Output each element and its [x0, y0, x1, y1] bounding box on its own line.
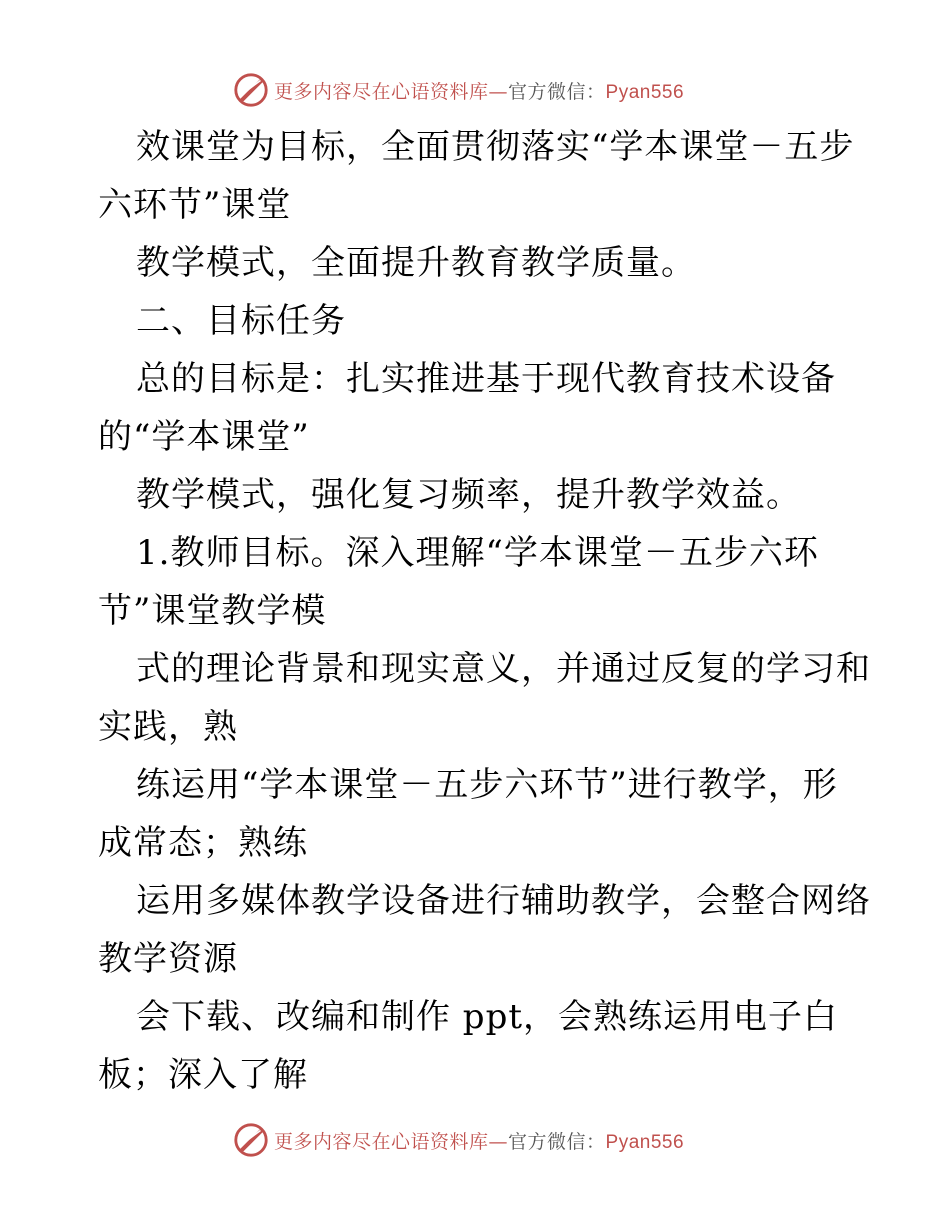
banner-site-name: 更多内容尽在心语资料库 [274, 80, 489, 103]
document-body [98, 118, 878, 1104]
text-line: 六环节”课堂 [98, 185, 292, 225]
text-line: 的“学本课堂” [98, 417, 310, 457]
banner-text [274, 77, 684, 104]
banner-wechat-label: 官方微信： [508, 80, 606, 103]
text-line: 实践，熟 [98, 707, 238, 747]
text-line: 板；深入了解 [98, 1055, 308, 1095]
footer-banner [232, 1120, 712, 1160]
text-line: 式的理论背景和现实意义，并通过反复的学习和 [136, 649, 871, 689]
quill-logo-icon [232, 1121, 270, 1159]
text-line: 教学资源 [98, 939, 238, 979]
banner-site-name: 更多内容尽在心语资料库 [274, 1130, 489, 1153]
text-line: 教学模式，强化复习频率，提升教学效益。 [136, 475, 801, 515]
text-line: 节”课堂教学模 [98, 591, 327, 631]
banner-wechat-label: 官方微信： [508, 1130, 606, 1153]
text-line: 总的目标是：扎实推进基于现代教育技术设备 [136, 359, 836, 399]
text-line: 练运用“学本课堂－五步六环节”进行教学，形 [136, 765, 838, 805]
header-banner [232, 70, 712, 110]
text-line: 成常态；熟练 [98, 823, 308, 863]
text-line: 效课堂为目标，全面贯彻落实“学本课堂－五步 [136, 127, 855, 167]
banner-dash: — [488, 80, 509, 103]
text-line: 二、目标任务 [136, 301, 346, 341]
text-line: 教学模式，全面提升教育教学质量。 [136, 243, 696, 283]
text-line: 会下载、改编和制作 ppt，会熟练运用电子白 [136, 997, 838, 1037]
banner-text [274, 1127, 684, 1154]
banner-wechat-id: Pyan556 [605, 1131, 685, 1153]
text-line: 运用多媒体教学设备进行辅助教学，会整合网络 [136, 881, 871, 921]
text-line: 1.教师目标。深入理解“学本课堂－五步六环 [136, 533, 819, 573]
banner-wechat-id: Pyan556 [605, 81, 685, 103]
banner-dash: — [488, 1130, 509, 1153]
quill-logo-icon [232, 71, 270, 109]
